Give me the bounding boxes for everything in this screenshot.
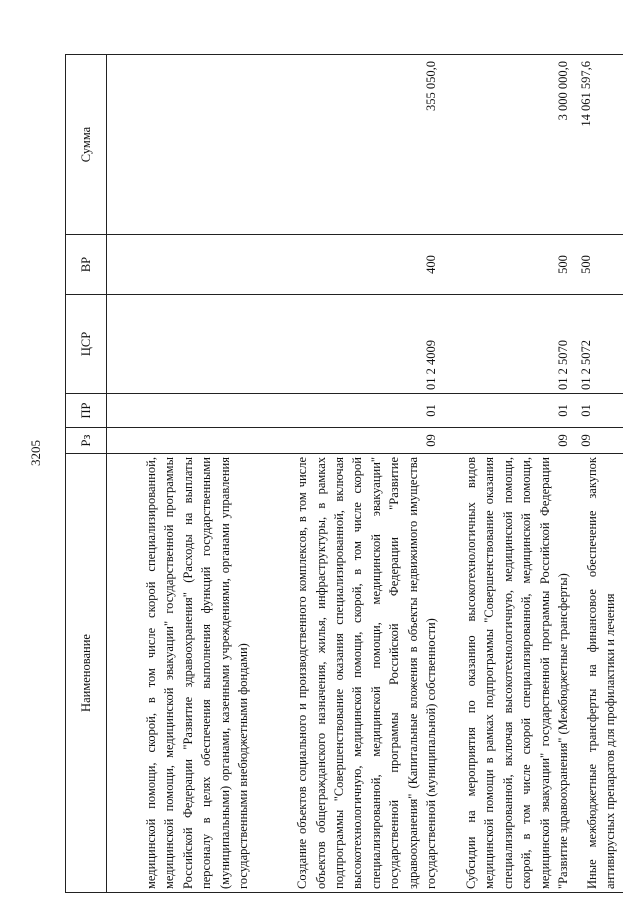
header-rz: Рз <box>66 428 107 454</box>
table-row <box>107 55 257 893</box>
row-pr: 01 <box>257 394 445 428</box>
row-pr: 01 <box>577 394 624 428</box>
row-rz: 09 <box>577 428 624 454</box>
table-row <box>577 55 624 893</box>
row-sum: 3 000 000,0 <box>445 55 577 235</box>
row-vr <box>107 235 257 295</box>
row-csr: 01 2 4009 <box>257 295 445 394</box>
row-vr: 500 <box>445 235 577 295</box>
row-csr: 01 2 5070 <box>445 295 577 394</box>
row-sum: 355 050,0 <box>257 55 445 235</box>
rotated-table-container <box>65 55 617 893</box>
budget-table <box>65 54 623 893</box>
table-row <box>257 55 445 893</box>
row-name: Иные межбюджетные трансферты на финансовое обеспечение закупок антивирусных препаратов для профилактики и лечения <box>577 454 624 893</box>
row-rz: 09 <box>445 428 577 454</box>
row-name: Субсидии на мероприятия по оказанию высокотехнологичных видов медицинской помощи в рамках подпрограммы "Совершенствование оказания специализированной, включая высокотехнологичную, медицинской помощи, скорой, в том числе скорой специализированной, медицинской помощи, медицинской эвакуации" государственной программы Российской Федерации "Развитие здравоохранения" (Межбюджетные трансферты) <box>445 454 577 893</box>
row-sum: 14 061 597,6 <box>577 55 624 235</box>
row-rz <box>107 428 257 454</box>
header-pr: ПР <box>66 394 107 428</box>
row-csr: 01 2 5072 <box>577 295 624 394</box>
header-name: Наименование <box>66 454 107 893</box>
table-row <box>445 55 577 893</box>
row-csr <box>107 295 257 394</box>
row-name: Создание объектов социального и производственного комплексов, в том числе объектов общегражданского назначения, жилья, инфраструктуры, в рамках подпрограммы "Совершенствование оказания специализированной, включая высокотехнологичную, медицинской помощи, скорой, в том числе скорой специализированной, медицинской помощи, медицинской эвакуации" государственной программы Российской Федерации "Развитие здравоохранения" (Капитальные вложения в объекты недвижимого имущества государственной (муниципальной) собственности) <box>257 454 445 893</box>
header-csr: ЦСР <box>66 295 107 394</box>
header-row <box>66 55 107 893</box>
row-pr: 01 <box>445 394 577 428</box>
row-rz: 09 <box>257 428 445 454</box>
header-sum: Сумма <box>66 55 107 235</box>
row-vr: 500 <box>577 235 624 295</box>
row-vr: 400 <box>257 235 445 295</box>
row-sum <box>107 55 257 235</box>
row-name: медицинской помощи, скорой, в том числе скорой специализированной, медицинской помощи, медицинской эвакуации" государственной программы Российской Федерации "Развитие здравоохранения" (Расходы на выплаты персоналу в целях обеспечения выполнения функций государственными (муниципальными) органами, казенными учреждениями, органами управления государственными внебюджетными фондами) <box>107 454 257 893</box>
header-vr: ВР <box>66 235 107 295</box>
page-number: 3205 <box>28 440 43 466</box>
row-pr <box>107 394 257 428</box>
